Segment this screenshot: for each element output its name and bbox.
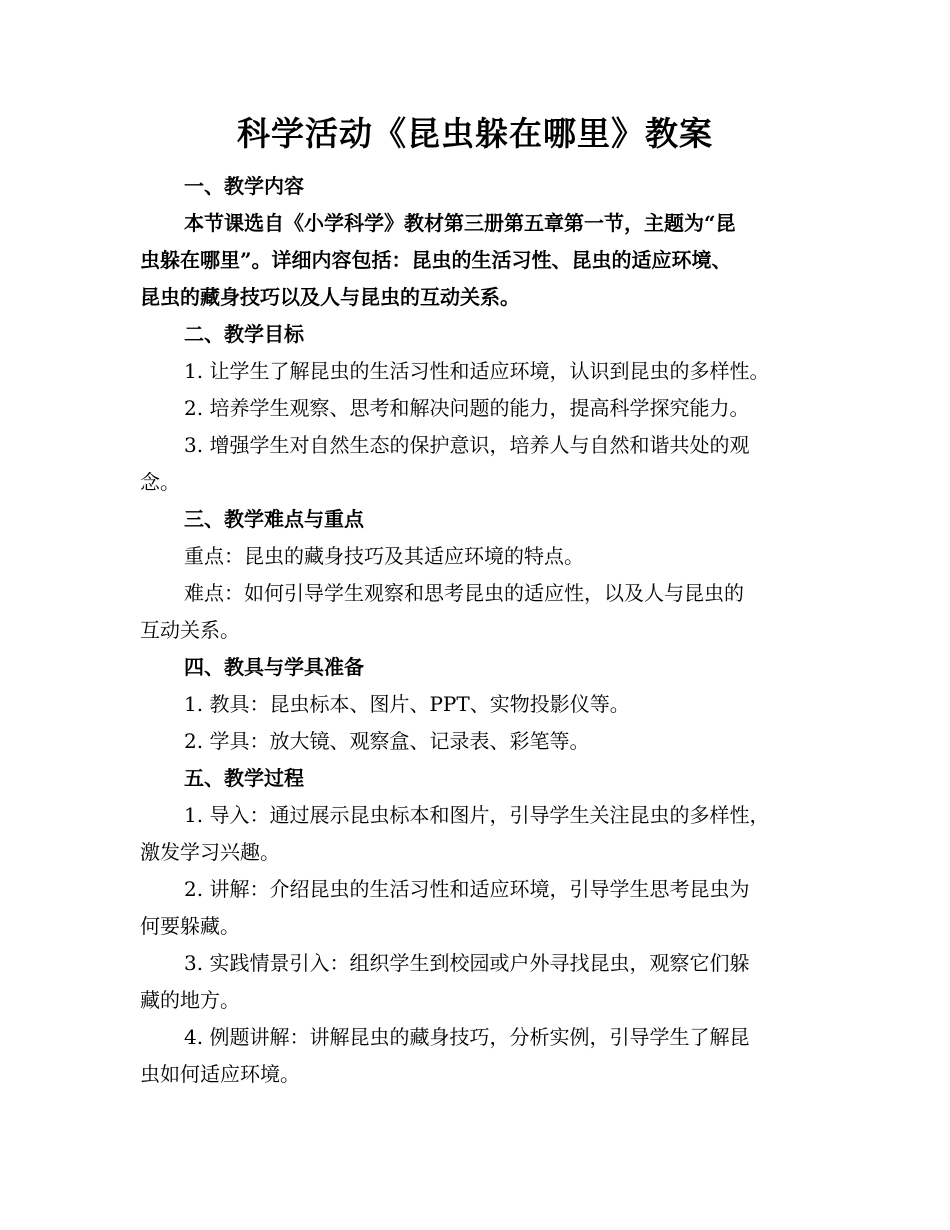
content-paragraph-line: 虫躲在哪里”。详细内容包括：昆虫的生活习性、昆虫的适应环境、 xyxy=(140,248,732,272)
process-step-continued: 激发学习兴趣。 xyxy=(140,840,280,864)
section-heading-key-points: 三、教学难点与重点 xyxy=(184,507,364,531)
section-heading-materials: 四、教具与学具准备 xyxy=(184,655,364,679)
difficult-point: 难点：如何引导学生观察和思考昆虫的适应性，以及人与昆虫的 xyxy=(184,581,744,605)
materials-item: 1. 教具：昆虫标本、图片、PPT、实物投影仪等。 xyxy=(184,692,630,716)
objective-item: 3. 增强学生对自然生态的保护意识，培养人与自然和谐共处的观 xyxy=(184,433,750,457)
process-step-continued: 虫如何适应环境。 xyxy=(140,1062,300,1086)
section-heading-objectives: 二、教学目标 xyxy=(184,322,304,346)
objective-item: 1. 让学生了解昆虫的生活习性和适应环境，认识到昆虫的多样性。 xyxy=(184,359,770,383)
process-step: 3. 实践情景引入：组织学生到校园或户外寻找昆虫，观察它们躲 xyxy=(184,951,750,975)
process-step: 1. 导入：通过展示昆虫标本和图片，引导学生关注昆虫的多样性， xyxy=(184,803,770,827)
key-point: 重点：昆虫的藏身技巧及其适应环境的特点。 xyxy=(184,544,584,568)
difficult-point-continued: 互动关系。 xyxy=(140,618,240,642)
materials-item: 2. 学具：放大镜、观察盒、记录表、彩笔等。 xyxy=(184,729,590,753)
section-heading-process: 五、教学过程 xyxy=(184,766,304,790)
objective-item: 2. 培养学生观察、思考和解决问题的能力，提高科学探究能力。 xyxy=(184,396,750,420)
section-heading-content: 一、教学内容 xyxy=(184,174,304,198)
content-paragraph-line: 昆虫的藏身技巧以及人与昆虫的互动关系。 xyxy=(140,285,520,309)
document-title: 科学活动《昆虫躲在哪里》教案 xyxy=(237,114,713,153)
process-step: 2. 讲解：介绍昆虫的生活习性和适应环境，引导学生思考昆虫为 xyxy=(184,877,750,901)
process-step-continued: 藏的地方。 xyxy=(140,988,240,1012)
process-step: 4. 例题讲解：讲解昆虫的藏身技巧，分析实例，引导学生了解昆 xyxy=(184,1025,750,1049)
objective-item-continued: 念。 xyxy=(140,470,180,494)
content-paragraph-line: 本节课选自《小学科学》教材第三册第五章第一节，主题为“昆 xyxy=(184,211,736,235)
process-step-continued: 何要躲藏。 xyxy=(140,914,240,938)
